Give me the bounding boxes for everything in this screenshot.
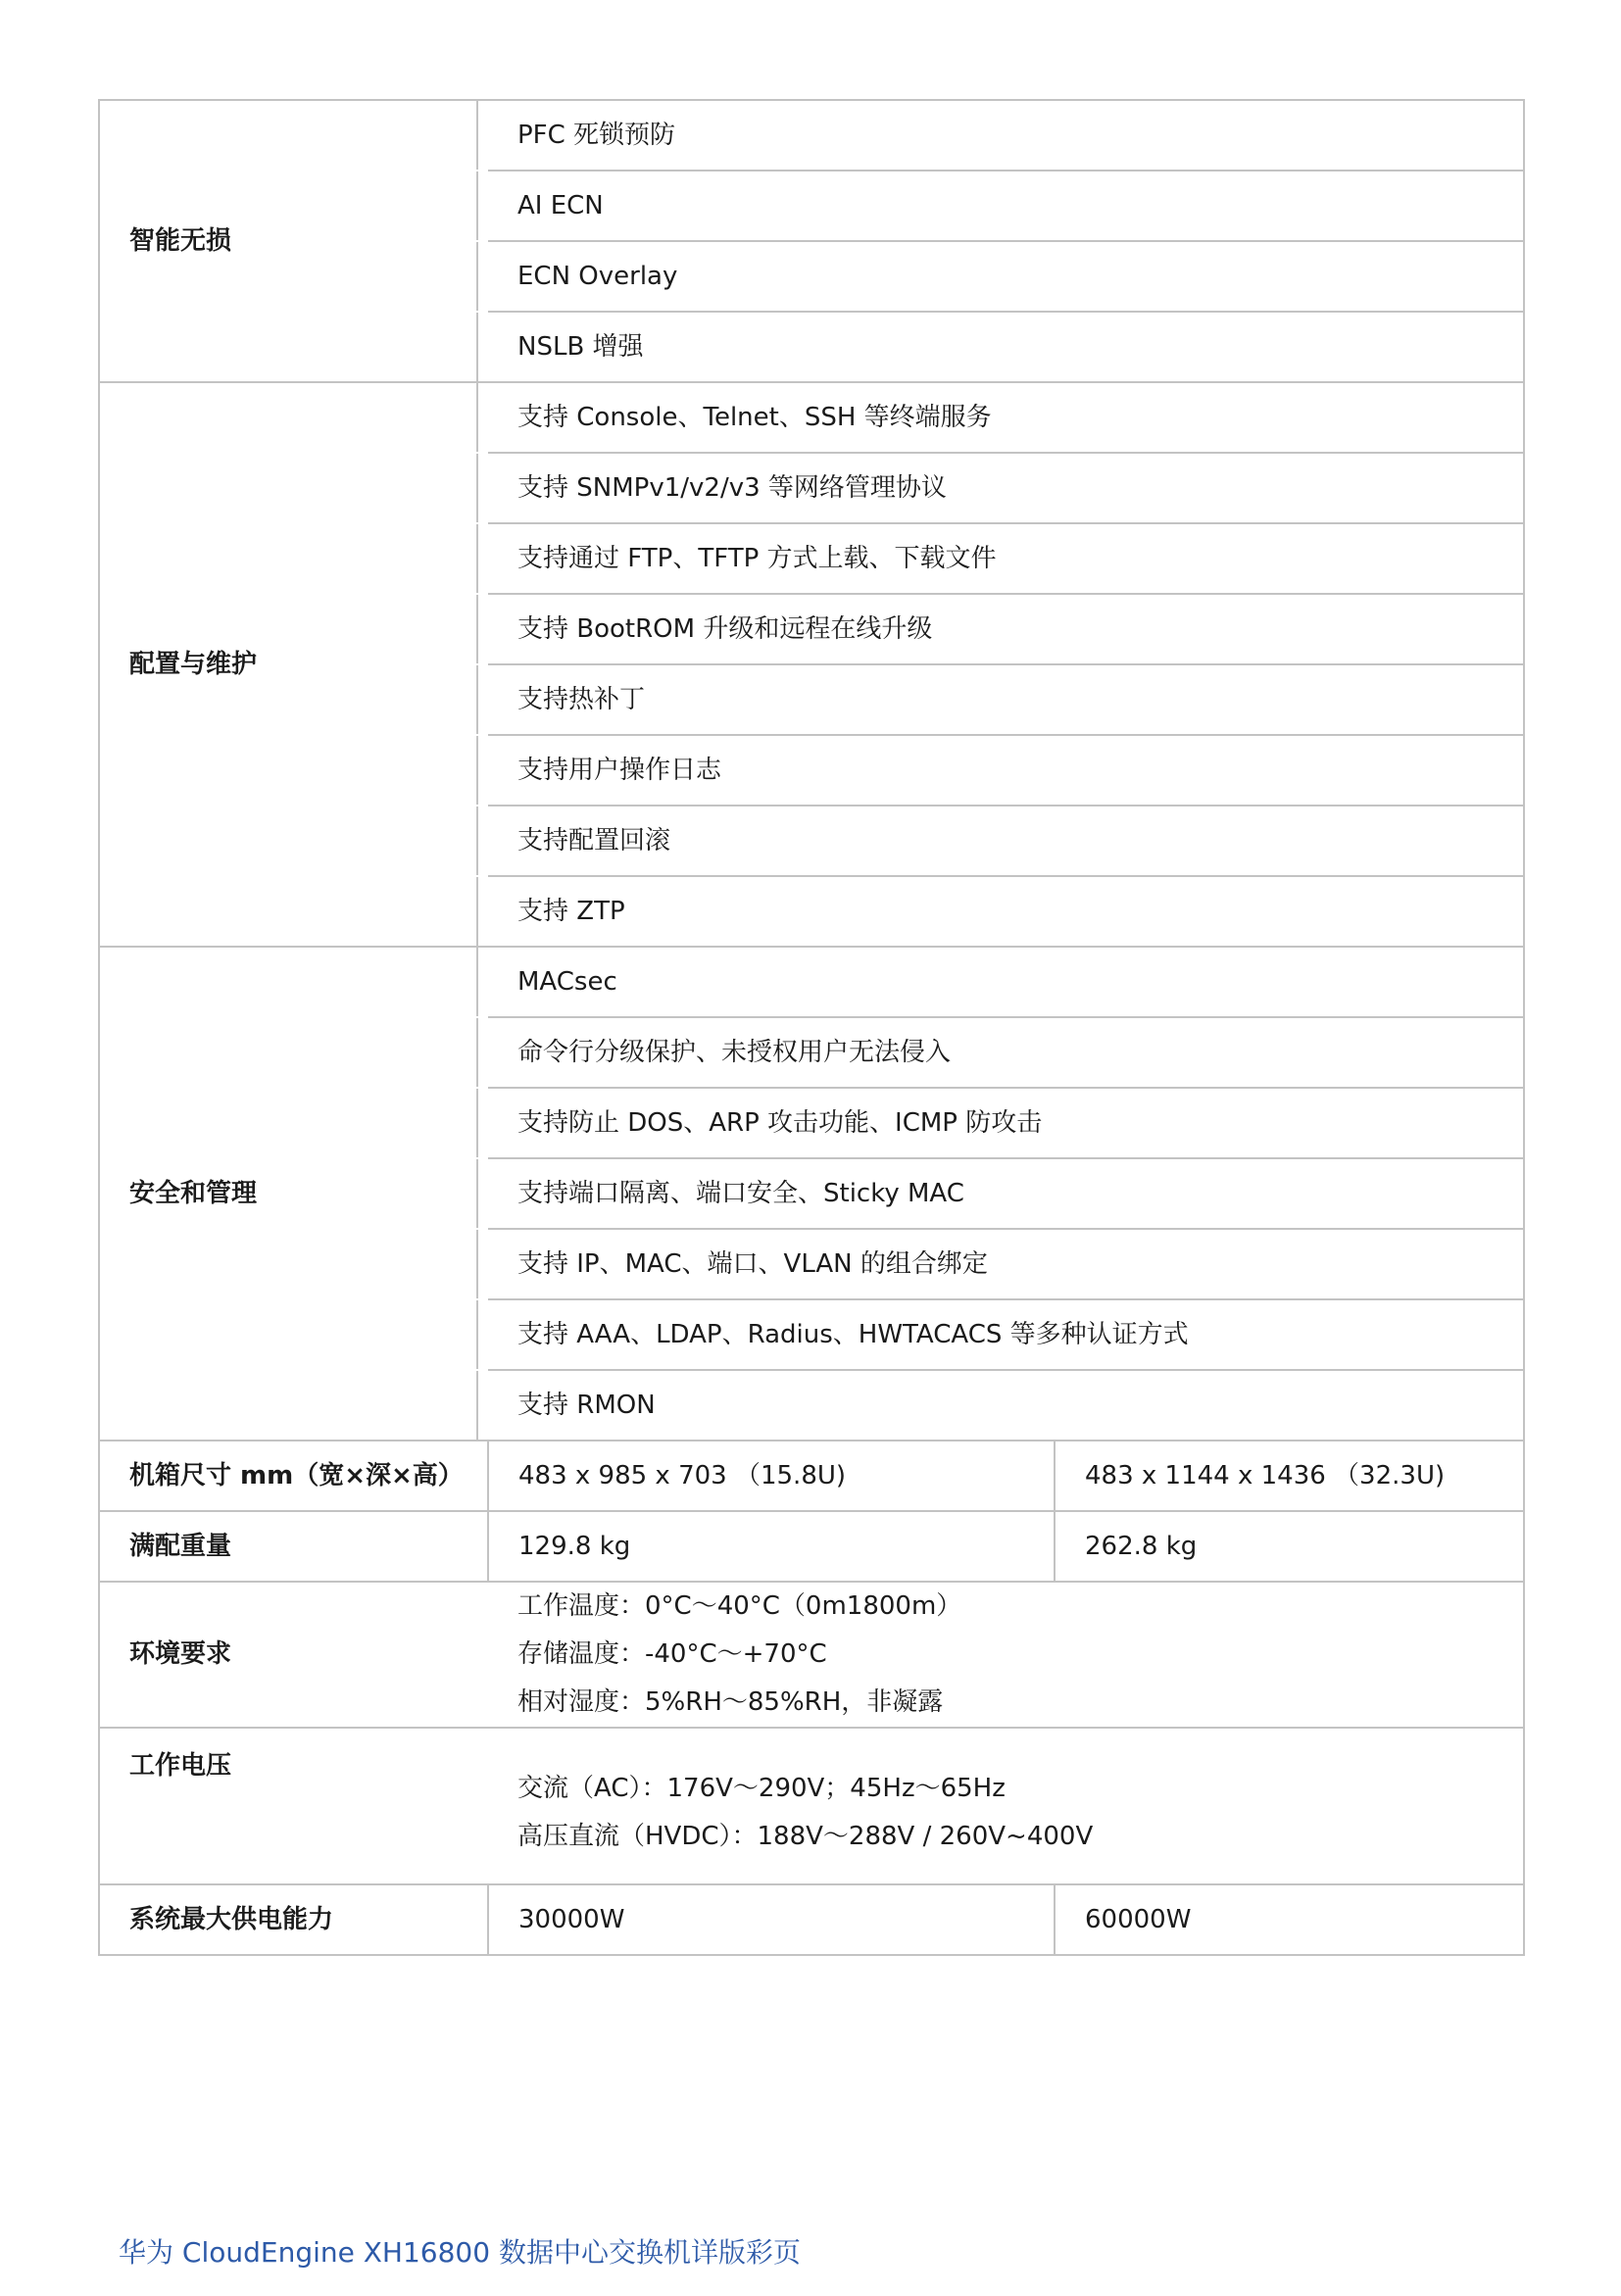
max-power-xh16808: 30000W — [488, 1884, 1055, 1955]
table-row — [99, 1441, 1524, 1511]
feature-item: MACsec — [488, 947, 1524, 1017]
voltage-values — [488, 1728, 1524, 1884]
table-row — [99, 382, 1524, 453]
feature-item: ECN Overlay — [488, 241, 1524, 312]
table-row — [99, 100, 1524, 171]
category-environment: 环境要求 — [99, 1582, 488, 1728]
feature-item: 支持配置回滚 — [488, 806, 1524, 876]
feature-item: 支持用户操作日志 — [488, 735, 1524, 806]
feature-item: 支持 SNMPv1/v2/v3 等网络管理协议 — [488, 453, 1524, 523]
table-row — [99, 1582, 1524, 1728]
category-intelligent-lossless: 智能无损 — [99, 100, 477, 382]
feature-item: PFC 死锁预防 — [488, 100, 1524, 171]
category-config-maintenance: 配置与维护 — [99, 382, 477, 947]
ac-voltage: 交流（AC）：176V～290V；45Hz～65Hz — [517, 1774, 1006, 1803]
feature-item: NSLB 增强 — [488, 312, 1524, 382]
table-row — [99, 1728, 1524, 1884]
feature-item: 支持 AAA、LDAP、Radius、HWTACACS 等多种认证方式 — [488, 1299, 1524, 1370]
feature-item: 支持 RMON — [488, 1370, 1524, 1441]
category-voltage: 工作电压 — [99, 1728, 488, 1884]
feature-item: 命令行分级保护、未授权用户无法侵入 — [488, 1017, 1524, 1088]
table-row — [99, 947, 1524, 1017]
feature-item: 支持 ZTP — [488, 876, 1524, 947]
operating-temperature: 工作温度：0°C～40°C（0m1800m） — [517, 1591, 962, 1621]
feature-item: 支持防止 DOS、ARP 攻击功能、ICMP 防攻击 — [488, 1088, 1524, 1158]
category-chassis-size: 机箱尺寸 mm（宽×深×高） — [99, 1441, 488, 1511]
feature-item: 支持 BootROM 升级和远程在线升级 — [488, 594, 1524, 664]
table-row — [99, 1884, 1524, 1955]
environment-values — [488, 1582, 1524, 1728]
category-weight: 满配重量 — [99, 1511, 488, 1582]
table-row — [99, 1511, 1524, 1582]
feature-item: AI ECN — [488, 171, 1524, 241]
category-security-management: 安全和管理 — [99, 947, 477, 1441]
feature-item: 支持热补丁 — [488, 664, 1524, 735]
feature-item: 支持 Console、Telnet、SSH 等终端服务 — [488, 382, 1524, 453]
feature-item: 支持通过 FTP、TFTP 方式上载、下载文件 — [488, 523, 1524, 594]
category-max-power: 系统最大供电能力 — [99, 1884, 488, 1955]
feature-item: 支持端口隔离、端口安全、Sticky MAC — [488, 1158, 1524, 1229]
hvdc-voltage: 高压直流（HVDC）：188V～288V / 260V~400V — [517, 1822, 1094, 1851]
max-power-xh16816: 60000W — [1055, 1884, 1524, 1955]
chassis-size-xh16816: 483 x 1144 x 1436 （32.3U) — [1055, 1441, 1524, 1511]
weight-xh16816: 262.8 kg — [1055, 1511, 1524, 1582]
page-footer: 华为 CloudEngine XH16800 数据中心交换机详版彩页 — [119, 2236, 801, 2269]
relative-humidity: 相对湿度：5%RH～85%RH，非凝露 — [517, 1687, 944, 1717]
storage-temperature: 存储温度：-40°C～+70°C — [517, 1639, 827, 1669]
feature-item: 支持 IP、MAC、端口、VLAN 的组合绑定 — [488, 1229, 1524, 1299]
weight-xh16808: 129.8 kg — [488, 1511, 1055, 1582]
spec-table — [98, 99, 1525, 1956]
chassis-size-xh16808: 483 x 985 x 703 （15.8U) — [488, 1441, 1055, 1511]
